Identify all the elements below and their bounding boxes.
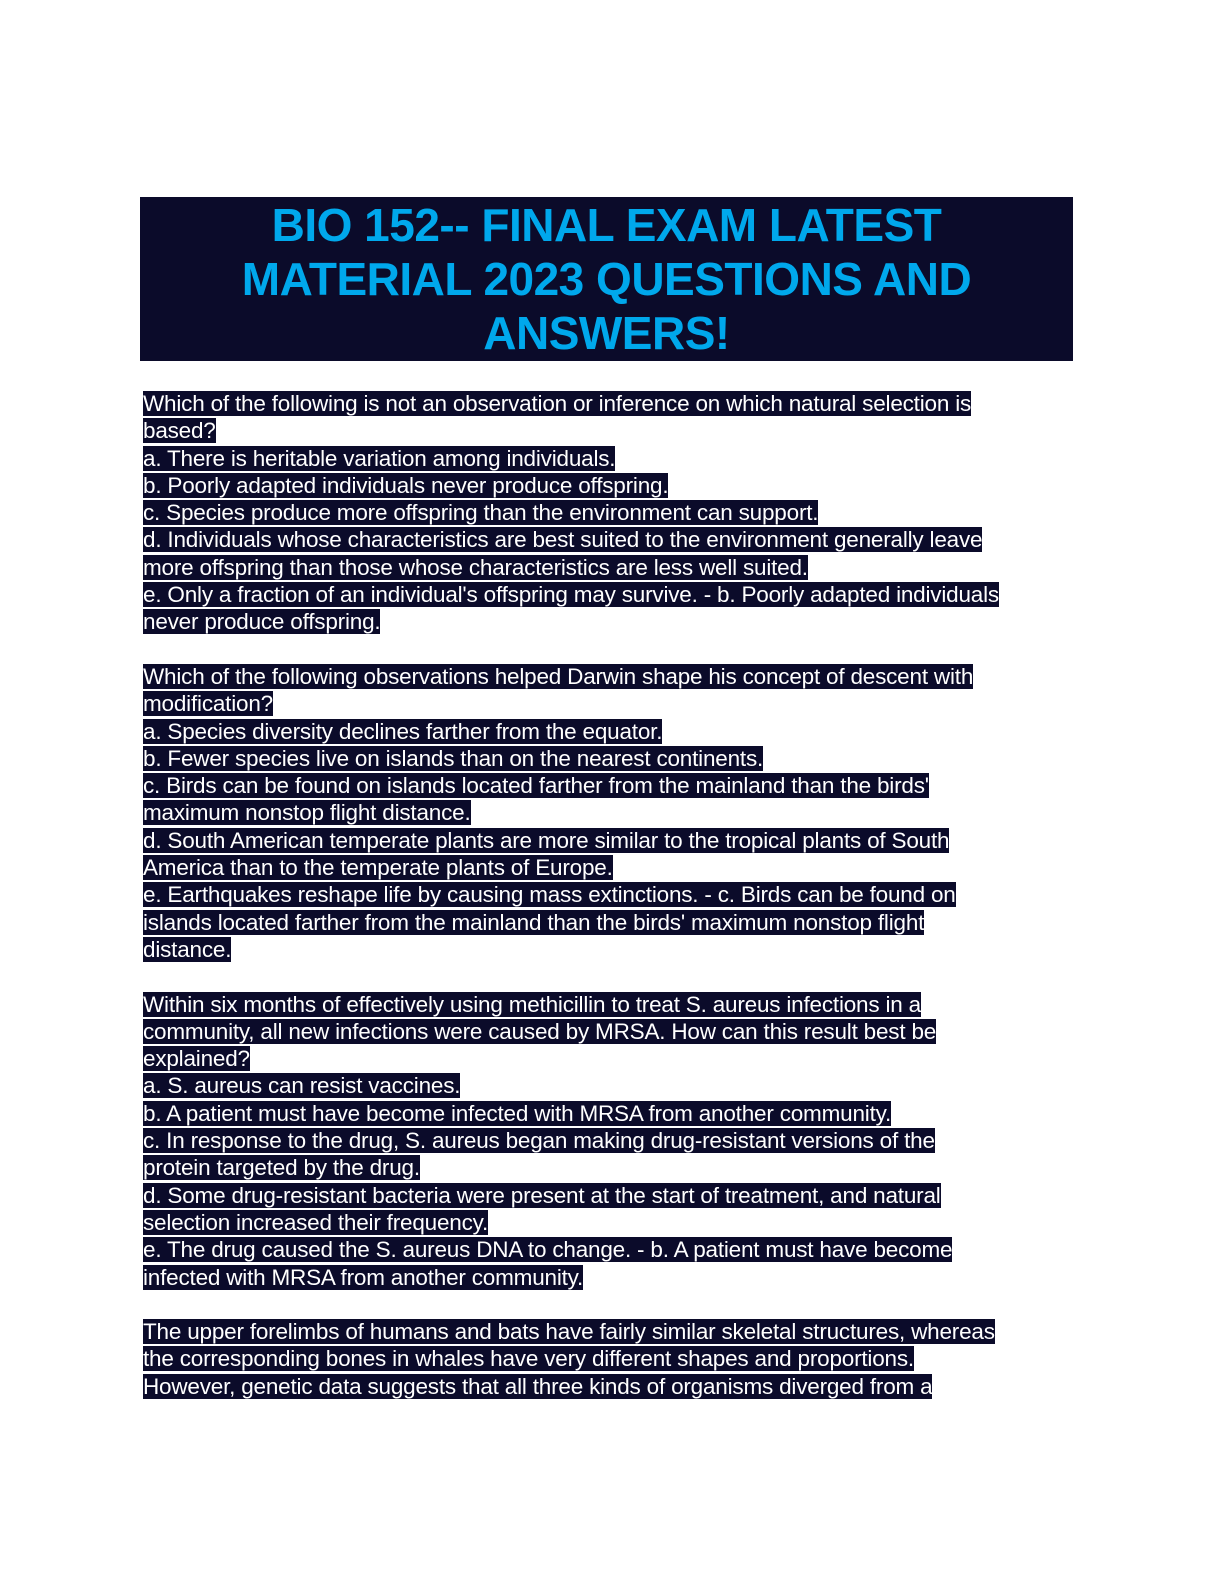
title-line-1: BIO 152-- FINAL EXAM LATEST (271, 199, 942, 251)
answer-option: d. Some drug-resistant bacteria were present at the start of treatment, and natural (143, 1182, 941, 1208)
answer-option: e. Only a fraction of an individual's offspring may survive. - b. Poorly adapted individuals (143, 582, 999, 608)
answer-option: d. Individuals whose characteristics are best suited to the environment generally leave (143, 527, 983, 553)
question-text: Within six months of effectively using methicillin to treat S. aureus infections in a (143, 991, 921, 1017)
answer-option: a. Species diversity declines farther from the equator. (143, 718, 663, 744)
question-text: Which of the following observations helped Darwin shape his concept of descent with (143, 663, 974, 689)
document-title (140, 197, 1073, 361)
answer-option: c. In response to the drug, S. aureus began making drug-resistant versions of the (143, 1128, 935, 1154)
answer-option: b. Poorly adapted individuals never produce offspring. (143, 472, 669, 498)
question-text: modification? (143, 691, 273, 717)
answer-option: a. S. aureus can resist vaccines. (143, 1073, 461, 1099)
answer-option: c. Species produce more offspring than the environment can support. (143, 500, 819, 526)
question-text: the corresponding bones in whales have very different shapes and proportions. (143, 1346, 914, 1372)
answer-text: never produce offspring. (143, 609, 381, 635)
answer-option: b. A patient must have become infected with MRSA from another community. (143, 1100, 892, 1126)
answer-text: islands located farther from the mainland than the birds' maximum nonstop flight (143, 909, 925, 935)
answer-option: d. South American temperate plants are more similar to the tropical plants of South (143, 827, 950, 853)
answer-option: b. Fewer species live on islands than on the nearest continents. (143, 745, 764, 771)
title-line-3: ANSWERS! (483, 307, 730, 359)
question-list (143, 390, 1083, 1427)
answer-option: e. The drug caused the S. aureus DNA to change. - b. A patient must have become (143, 1237, 953, 1263)
question-block-3 (143, 991, 1083, 1291)
answer-option: maximum nonstop flight distance. (143, 800, 471, 826)
answer-option: a. There is heritable variation among individuals. (143, 445, 616, 471)
answer-option: America than to the temperate plants of Europe. (143, 855, 613, 881)
answer-option: e. Earthquakes reshape life by causing mass extinctions. - c. Birds can be found on (143, 882, 956, 908)
question-text: community, all new infections were caused by MRSA. How can this result best be (143, 1018, 937, 1044)
question-text: explained? (143, 1046, 250, 1072)
question-text: The upper forelimbs of humans and bats have fairly similar skeletal structures, whereas (143, 1319, 995, 1345)
answer-text: infected with MRSA from another community. (143, 1264, 584, 1290)
question-block-2 (143, 663, 1083, 963)
answer-text: distance. (143, 936, 232, 962)
question-block-1 (143, 390, 1083, 636)
question-text: However, genetic data suggests that all three kinds of organisms diverged from a (143, 1373, 933, 1399)
answer-option: protein targeted by the drug. (143, 1155, 420, 1181)
question-text: Which of the following is not an observation or inference on which natural selection is (143, 391, 972, 416)
answer-option: c. Birds can be found on islands located farther from the mainland than the birds' (143, 773, 929, 799)
answer-option: more offspring than those whose characteristics are less well suited. (143, 554, 808, 580)
question-text: based? (143, 418, 216, 444)
title-line-2: MATERIAL 2023 QUESTIONS AND (241, 253, 972, 305)
answer-option: selection increased their frequency. (143, 1209, 489, 1235)
question-block-4 (143, 1318, 1083, 1400)
